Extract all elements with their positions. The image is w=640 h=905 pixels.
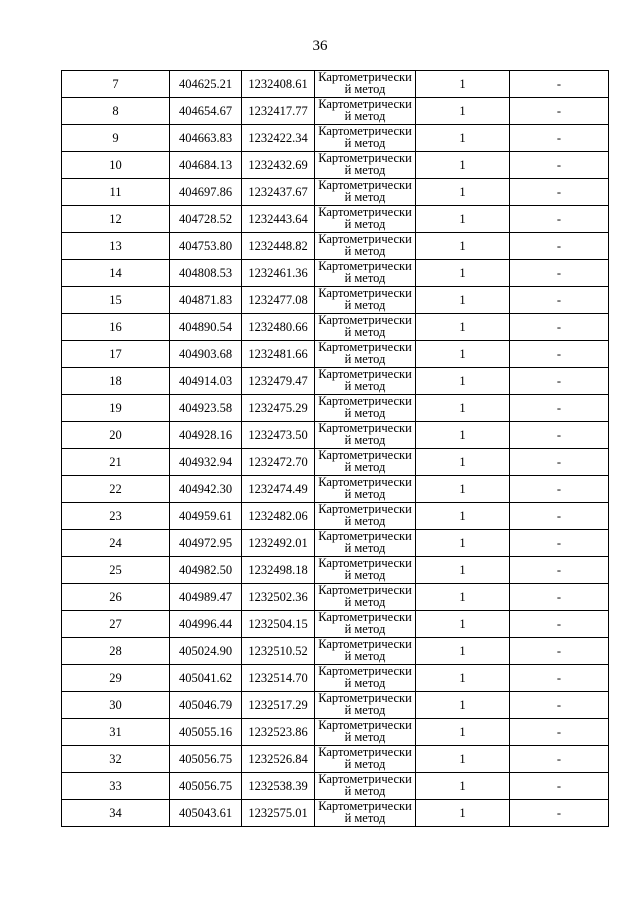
point-number-cell: 9 [62, 125, 170, 152]
table-row [62, 530, 609, 557]
method-cell: Картометрически й метод [315, 125, 416, 152]
x-coordinate-cell: 404890.54 [170, 314, 242, 341]
x-coordinate-cell: 404753.80 [170, 233, 242, 260]
method-cell: Картометрически й метод [315, 98, 416, 125]
description-cell: - [510, 746, 609, 773]
method-cell: Картометрически й метод [315, 773, 416, 800]
table-row [62, 746, 609, 773]
point-number-cell: 21 [62, 449, 170, 476]
description-cell: - [510, 287, 609, 314]
accuracy-cell: 1 [416, 314, 510, 341]
method-cell: Картометрически й метод [315, 314, 416, 341]
y-coordinate-cell: 1232473.50 [242, 422, 315, 449]
table-row [62, 422, 609, 449]
x-coordinate-cell: 404684.13 [170, 152, 242, 179]
method-cell: Картометрически й метод [315, 503, 416, 530]
point-number-cell: 15 [62, 287, 170, 314]
method-cell: Картометрически й метод [315, 341, 416, 368]
description-cell: - [510, 206, 609, 233]
x-coordinate-cell: 404654.67 [170, 98, 242, 125]
point-number-cell: 13 [62, 233, 170, 260]
point-number-cell: 18 [62, 368, 170, 395]
description-cell: - [510, 530, 609, 557]
accuracy-cell: 1 [416, 287, 510, 314]
accuracy-cell: 1 [416, 719, 510, 746]
description-cell: - [510, 773, 609, 800]
accuracy-cell: 1 [416, 638, 510, 665]
accuracy-cell: 1 [416, 260, 510, 287]
point-number-cell: 25 [62, 557, 170, 584]
accuracy-cell: 1 [416, 368, 510, 395]
method-cell: Картометрически й метод [315, 260, 416, 287]
method-cell: Картометрически й метод [315, 746, 416, 773]
method-cell: Картометрически й метод [315, 179, 416, 206]
point-number-cell: 23 [62, 503, 170, 530]
accuracy-cell: 1 [416, 611, 510, 638]
point-number-cell: 11 [62, 179, 170, 206]
point-number-cell: 10 [62, 152, 170, 179]
y-coordinate-cell: 1232480.66 [242, 314, 315, 341]
table-row [62, 557, 609, 584]
x-coordinate-cell: 405056.75 [170, 746, 242, 773]
y-coordinate-cell: 1232514.70 [242, 665, 315, 692]
y-coordinate-cell: 1232472.70 [242, 449, 315, 476]
method-cell: Картометрически й метод [315, 557, 416, 584]
y-coordinate-cell: 1232502.36 [242, 584, 315, 611]
x-coordinate-cell: 404982.50 [170, 557, 242, 584]
y-coordinate-cell: 1232482.06 [242, 503, 315, 530]
method-cell: Картометрически й метод [315, 530, 416, 557]
y-coordinate-cell: 1232422.34 [242, 125, 315, 152]
point-number-cell: 29 [62, 665, 170, 692]
method-cell: Картометрически й метод [315, 233, 416, 260]
accuracy-cell: 1 [416, 71, 510, 98]
method-cell: Картометрически й метод [315, 71, 416, 98]
method-cell: Картометрически й метод [315, 287, 416, 314]
y-coordinate-cell: 1232492.01 [242, 530, 315, 557]
x-coordinate-cell: 404663.83 [170, 125, 242, 152]
table-row [62, 611, 609, 638]
y-coordinate-cell: 1232523.86 [242, 719, 315, 746]
method-cell: Картометрически й метод [315, 152, 416, 179]
table-row [62, 638, 609, 665]
description-cell: - [510, 584, 609, 611]
description-cell: - [510, 395, 609, 422]
accuracy-cell: 1 [416, 233, 510, 260]
y-coordinate-cell: 1232448.82 [242, 233, 315, 260]
accuracy-cell: 1 [416, 125, 510, 152]
point-number-cell: 27 [62, 611, 170, 638]
point-number-cell: 14 [62, 260, 170, 287]
x-coordinate-cell: 405056.75 [170, 773, 242, 800]
table-row [62, 395, 609, 422]
point-number-cell: 31 [62, 719, 170, 746]
x-coordinate-cell: 404959.61 [170, 503, 242, 530]
table-row [62, 692, 609, 719]
table-row [62, 368, 609, 395]
point-number-cell: 34 [62, 800, 170, 827]
x-coordinate-cell: 404972.95 [170, 530, 242, 557]
table-row [62, 179, 609, 206]
description-cell: - [510, 503, 609, 530]
table-body [62, 71, 609, 827]
table-row [62, 719, 609, 746]
point-number-cell: 20 [62, 422, 170, 449]
description-cell: - [510, 800, 609, 827]
point-number-cell: 26 [62, 584, 170, 611]
x-coordinate-cell: 405024.90 [170, 638, 242, 665]
table-row [62, 584, 609, 611]
method-cell: Картометрически й метод [315, 719, 416, 746]
point-number-cell: 8 [62, 98, 170, 125]
x-coordinate-cell: 404942.30 [170, 476, 242, 503]
y-coordinate-cell: 1232510.52 [242, 638, 315, 665]
method-cell: Картометрически й метод [315, 692, 416, 719]
accuracy-cell: 1 [416, 746, 510, 773]
x-coordinate-cell: 405043.61 [170, 800, 242, 827]
point-number-cell: 17 [62, 341, 170, 368]
description-cell: - [510, 314, 609, 341]
table-row [62, 71, 609, 98]
table-row [62, 206, 609, 233]
y-coordinate-cell: 1232417.77 [242, 98, 315, 125]
description-cell: - [510, 71, 609, 98]
description-cell: - [510, 260, 609, 287]
y-coordinate-cell: 1232477.08 [242, 287, 315, 314]
accuracy-cell: 1 [416, 773, 510, 800]
method-cell: Картометрически й метод [315, 476, 416, 503]
coordinates-table [61, 70, 609, 827]
method-cell: Картометрически й метод [315, 800, 416, 827]
description-cell: - [510, 422, 609, 449]
x-coordinate-cell: 404871.83 [170, 287, 242, 314]
method-cell: Картометрически й метод [315, 638, 416, 665]
y-coordinate-cell: 1232408.61 [242, 71, 315, 98]
accuracy-cell: 1 [416, 800, 510, 827]
x-coordinate-cell: 404914.03 [170, 368, 242, 395]
accuracy-cell: 1 [416, 98, 510, 125]
y-coordinate-cell: 1232474.49 [242, 476, 315, 503]
method-cell: Картометрически й метод [315, 449, 416, 476]
accuracy-cell: 1 [416, 503, 510, 530]
accuracy-cell: 1 [416, 584, 510, 611]
y-coordinate-cell: 1232479.47 [242, 368, 315, 395]
accuracy-cell: 1 [416, 422, 510, 449]
accuracy-cell: 1 [416, 476, 510, 503]
table-row [62, 260, 609, 287]
description-cell: - [510, 341, 609, 368]
table-row [62, 287, 609, 314]
method-cell: Картометрически й метод [315, 665, 416, 692]
x-coordinate-cell: 404697.86 [170, 179, 242, 206]
table-row [62, 476, 609, 503]
x-coordinate-cell: 404932.94 [170, 449, 242, 476]
y-coordinate-cell: 1232481.66 [242, 341, 315, 368]
accuracy-cell: 1 [416, 179, 510, 206]
description-cell: - [510, 692, 609, 719]
description-cell: - [510, 557, 609, 584]
x-coordinate-cell: 404923.58 [170, 395, 242, 422]
method-cell: Картометрически й метод [315, 368, 416, 395]
description-cell: - [510, 98, 609, 125]
accuracy-cell: 1 [416, 665, 510, 692]
point-number-cell: 32 [62, 746, 170, 773]
x-coordinate-cell: 405046.79 [170, 692, 242, 719]
description-cell: - [510, 125, 609, 152]
point-number-cell: 16 [62, 314, 170, 341]
y-coordinate-cell: 1232475.29 [242, 395, 315, 422]
description-cell: - [510, 449, 609, 476]
x-coordinate-cell: 404928.16 [170, 422, 242, 449]
y-coordinate-cell: 1232575.01 [242, 800, 315, 827]
table-row [62, 233, 609, 260]
description-cell: - [510, 476, 609, 503]
y-coordinate-cell: 1232498.18 [242, 557, 315, 584]
point-number-cell: 19 [62, 395, 170, 422]
y-coordinate-cell: 1232538.39 [242, 773, 315, 800]
accuracy-cell: 1 [416, 152, 510, 179]
point-number-cell: 12 [62, 206, 170, 233]
point-number-cell: 28 [62, 638, 170, 665]
description-cell: - [510, 152, 609, 179]
y-coordinate-cell: 1232461.36 [242, 260, 315, 287]
table-row [62, 152, 609, 179]
x-coordinate-cell: 405055.16 [170, 719, 242, 746]
description-cell: - [510, 719, 609, 746]
point-number-cell: 33 [62, 773, 170, 800]
accuracy-cell: 1 [416, 530, 510, 557]
accuracy-cell: 1 [416, 395, 510, 422]
table-row [62, 449, 609, 476]
point-number-cell: 24 [62, 530, 170, 557]
accuracy-cell: 1 [416, 692, 510, 719]
y-coordinate-cell: 1232517.29 [242, 692, 315, 719]
x-coordinate-cell: 404989.47 [170, 584, 242, 611]
y-coordinate-cell: 1232504.15 [242, 611, 315, 638]
y-coordinate-cell: 1232432.69 [242, 152, 315, 179]
method-cell: Картометрически й метод [315, 611, 416, 638]
point-number-cell: 22 [62, 476, 170, 503]
description-cell: - [510, 665, 609, 692]
method-cell: Картометрически й метод [315, 584, 416, 611]
method-cell: Картометрически й метод [315, 422, 416, 449]
x-coordinate-cell: 404728.52 [170, 206, 242, 233]
table-row [62, 773, 609, 800]
accuracy-cell: 1 [416, 341, 510, 368]
x-coordinate-cell: 404625.21 [170, 71, 242, 98]
y-coordinate-cell: 1232443.64 [242, 206, 315, 233]
description-cell: - [510, 233, 609, 260]
table-row [62, 125, 609, 152]
description-cell: - [510, 368, 609, 395]
page-number: 36 [312, 38, 328, 54]
accuracy-cell: 1 [416, 557, 510, 584]
x-coordinate-cell: 404903.68 [170, 341, 242, 368]
x-coordinate-cell: 405041.62 [170, 665, 242, 692]
y-coordinate-cell: 1232526.84 [242, 746, 315, 773]
description-cell: - [510, 638, 609, 665]
accuracy-cell: 1 [416, 206, 510, 233]
accuracy-cell: 1 [416, 449, 510, 476]
method-cell: Картометрически й метод [315, 206, 416, 233]
description-cell: - [510, 611, 609, 638]
x-coordinate-cell: 404996.44 [170, 611, 242, 638]
y-coordinate-cell: 1232437.67 [242, 179, 315, 206]
table-row [62, 98, 609, 125]
point-number-cell: 30 [62, 692, 170, 719]
table-row [62, 341, 609, 368]
table-row [62, 503, 609, 530]
method-cell: Картометрически й метод [315, 395, 416, 422]
x-coordinate-cell: 404808.53 [170, 260, 242, 287]
table-row [62, 665, 609, 692]
point-number-cell: 7 [62, 71, 170, 98]
description-cell: - [510, 179, 609, 206]
table-row [62, 314, 609, 341]
table-row [62, 800, 609, 827]
